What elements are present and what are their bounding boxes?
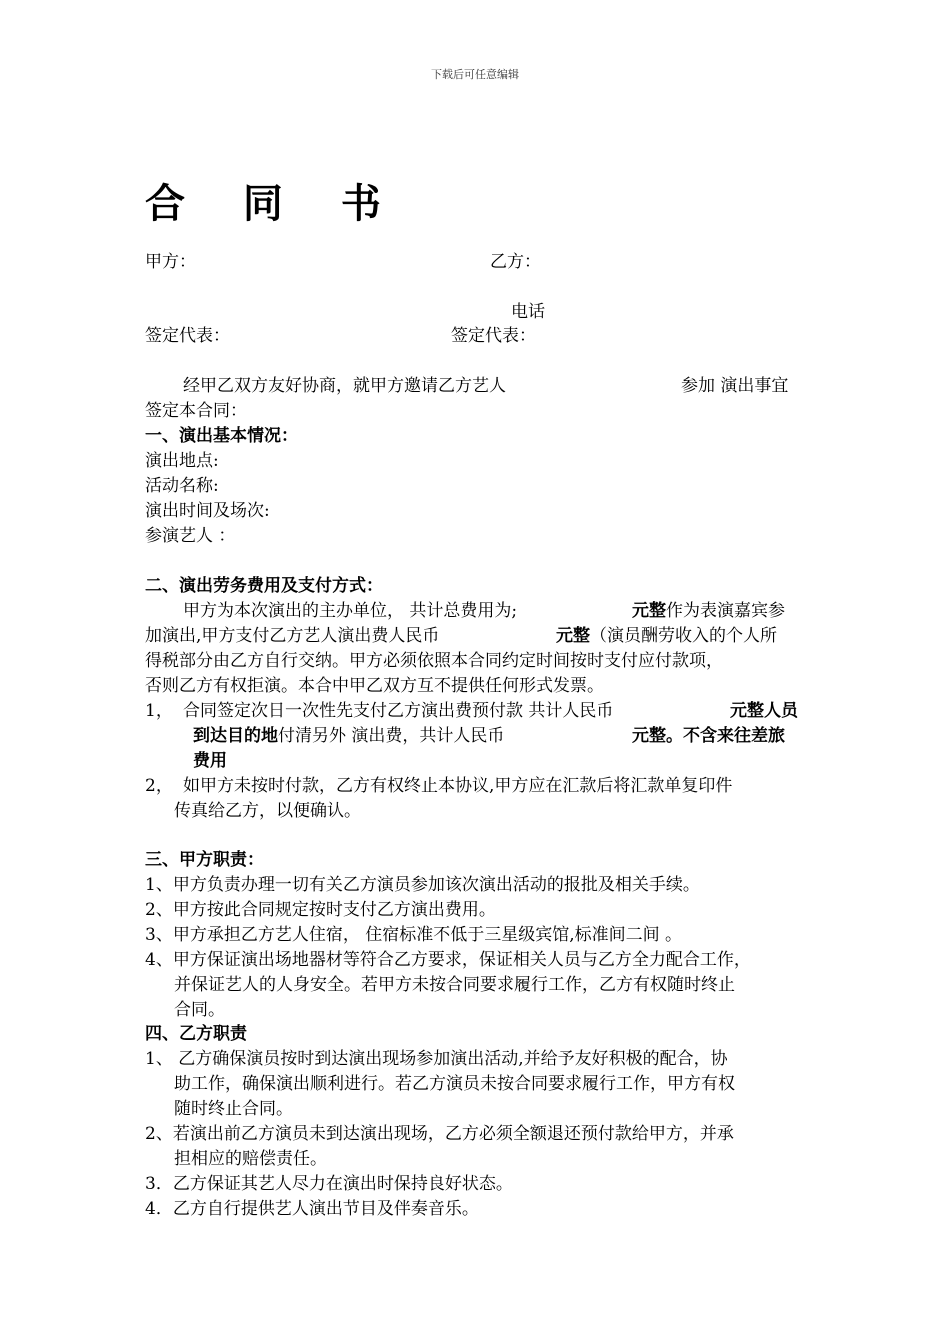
list-item-continued: 并保证艺人的人身安全。若甲方未按合同要求履行工作，乙方有权随时终止 bbox=[174, 975, 735, 995]
section-2-para-line-4: 否则乙方有权拒演。本合中甲乙双方互不提供任何形式发票。 bbox=[145, 676, 604, 696]
text-span: 到达目的地 bbox=[193, 726, 278, 746]
section-2-para-line-1 bbox=[145, 599, 815, 624]
list-item-continued: 合同。 bbox=[174, 1000, 225, 1020]
payment-item-2-line-1 bbox=[145, 774, 815, 799]
rep-b-label: 签定代表： bbox=[451, 326, 536, 346]
list-item: 3、甲方承担乙方艺人住宿， 住宿标准不低于三星级宾馆,标准间二间 。 bbox=[145, 925, 683, 945]
payment-item-1-line-2 bbox=[145, 724, 815, 749]
intro-line-1b: 参加 演出事宜 bbox=[681, 376, 789, 396]
intro-line-2: 签定本合同： bbox=[145, 401, 247, 421]
text-span: 如甲方未按时付款，乙方有权终止本协议,甲方应在汇款后将汇款单复印件 bbox=[183, 776, 733, 796]
list-item: 3．乙方保证其艺人尽力在演出时保持良好状态。 bbox=[145, 1174, 513, 1194]
text-span: 加演出,甲方支付乙方艺人演出费人民币 bbox=[145, 626, 440, 646]
list-item: 4．乙方自行提供艺人演出节目及伴奏音乐。 bbox=[145, 1199, 479, 1219]
header-note: 下载后可任意编辑 bbox=[431, 68, 519, 81]
section-2 bbox=[145, 574, 815, 824]
amount-unit: 元整 bbox=[632, 601, 666, 621]
amount-unit: 元整 bbox=[632, 726, 666, 746]
list-item-continued: 助工作，确保演出顺利进行。若乙方演员未按合同要求履行工作，甲方有权 bbox=[174, 1074, 735, 1094]
section-2-heading: 二、演出劳务费用及支付方式： bbox=[145, 576, 383, 596]
section-1-heading: 一、演出基本情况： bbox=[145, 426, 298, 446]
payment-item-2-line-2: 传真给乙方，以便确认。 bbox=[174, 801, 361, 821]
section-2-para-line-2 bbox=[145, 624, 815, 649]
section-4 bbox=[145, 1022, 815, 1222]
list-item: 活动名称: bbox=[145, 476, 219, 496]
text-span: 元整人员 bbox=[730, 701, 798, 721]
item-number: 1， bbox=[145, 701, 173, 721]
text-span: 甲方为本次演出的主办单位， 共计总费用为; bbox=[183, 601, 518, 621]
list-item: 2、若演出前乙方演员未到达演出现场，乙方必须全额退还预付款给甲方，并承 bbox=[145, 1124, 734, 1144]
text-span: 付清另外 演出费，共计人民币 bbox=[278, 726, 505, 746]
intro-and-section-1 bbox=[145, 399, 815, 549]
section-4-heading: 四、乙方职责 bbox=[145, 1024, 247, 1044]
list-item: 2、甲方按此合同规定按时支付乙方演出费用。 bbox=[145, 900, 496, 920]
list-item: 4、甲方保证演出场地器材等符合乙方要求，保证相关人员与乙方全力配合工作， bbox=[145, 950, 751, 970]
document-title: 合 同 书 bbox=[145, 180, 403, 227]
list-item: 1、甲方负责办理一切有关乙方演员参加该次演出活动的报批及相关手续。 bbox=[145, 875, 700, 895]
phone-label: 电话 bbox=[511, 302, 545, 322]
section-3 bbox=[145, 848, 815, 1023]
item-number: 2， bbox=[145, 776, 173, 796]
amount-unit: 元整 bbox=[556, 626, 590, 646]
list-item: 演出时间及场次: bbox=[145, 501, 270, 521]
text-span: 合同签定次日一次性先支付乙方演出费预付款 共计人民币 bbox=[183, 701, 614, 721]
list-item-continued: 随时终止合同。 bbox=[174, 1099, 293, 1119]
list-item-continued: 担相应的赔偿责任。 bbox=[174, 1149, 327, 1169]
payment-item-1-line-1 bbox=[145, 699, 815, 724]
list-item: 演出地点: bbox=[145, 451, 219, 471]
list-item: 参演艺人 ： bbox=[145, 526, 236, 546]
text-span: （演员酬劳收入的个人所 bbox=[590, 626, 777, 646]
party-b-label: 乙方： bbox=[490, 252, 541, 272]
intro-line-1a: 经甲乙双方友好协商，就甲方邀请乙方艺人 bbox=[183, 376, 506, 396]
list-item: 1、 乙方确保演员按时到达演出现场参加演出活动,并给予友好积极的配合，协 bbox=[145, 1049, 728, 1069]
text-span: 作为表演嘉宾参 bbox=[666, 601, 785, 621]
text-span: 。不含来往差旅 bbox=[666, 726, 785, 746]
rep-a-label: 签定代表： bbox=[145, 326, 230, 346]
section-2-para-line-3: 得税部分由乙方自行交纳。甲方必须依照本合同约定时间按时支付应付款项， bbox=[145, 651, 723, 671]
section-3-heading: 三、甲方职责： bbox=[145, 850, 264, 870]
payment-item-1-line-3: 费用 bbox=[193, 751, 227, 771]
party-a-label: 甲方： bbox=[145, 252, 196, 272]
